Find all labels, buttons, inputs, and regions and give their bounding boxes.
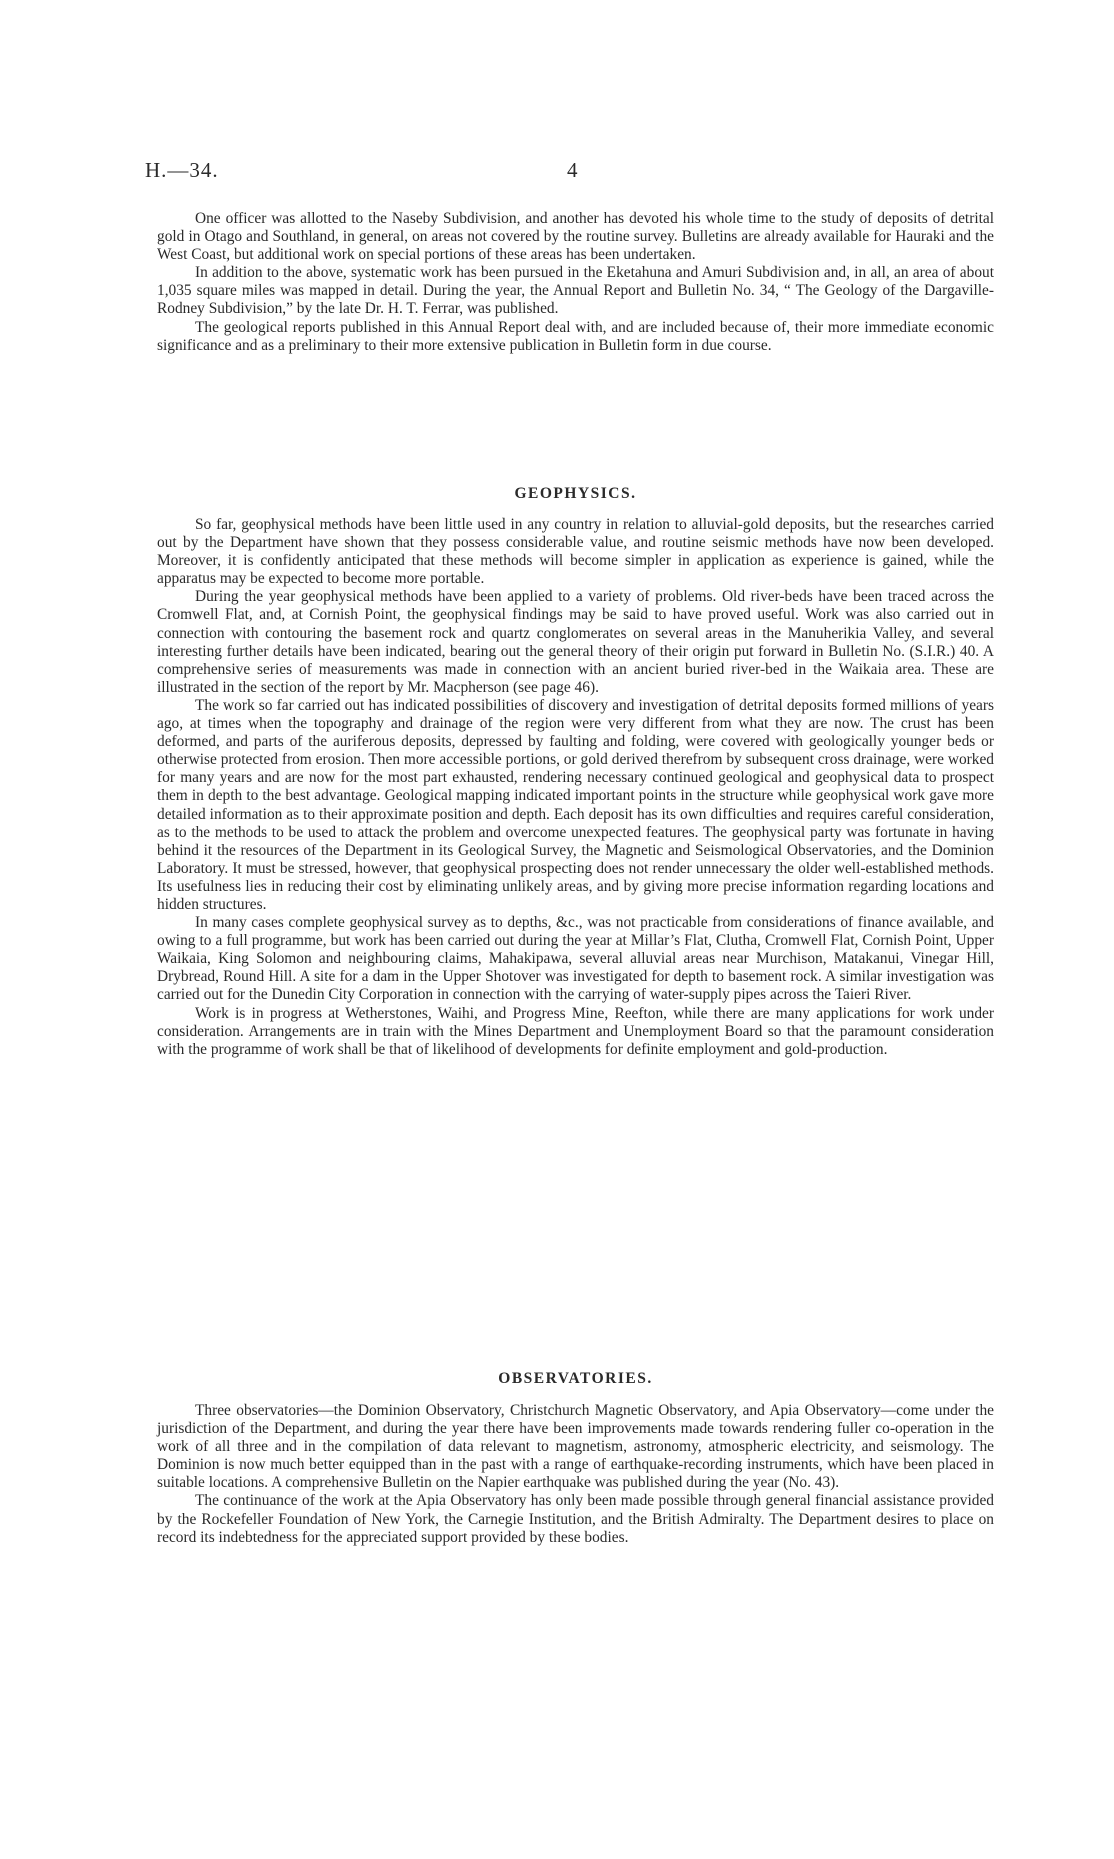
paragraph: During the year geophysical methods have been applied to a variety of problems. Old river-beds have been traced across the Cromwell Flat, and, at Cornish Point, the geophysical findings may be said to have proved useful. Work was also carried out in connection with contouring the basement rock and quartz conglomerates on several areas in the Manuherikia Valley, and several interesting further details have been indicated, bearing out the general theory of their origin put forward in Bulletin No. (S.I.R.) 40. A comprehensive series of measurements was made in connection with an ancient buried river-bed in the Waikaia area. These are illustrated in the section of the report by Mr. Macpherson (see page 46). bbox=[157, 588, 994, 696]
observatories-heading: OBSERVATORIES. bbox=[498, 1370, 653, 1387]
paragraph: In many cases complete geophysical survey as to depths, &c., was not practicable from considerations of finance available, and owing to a full programme, but work has been carried out during the year at Millar’s Flat, Clutha, Cromwell Flat, Cornish Point, Upper Waikaia, King Solomon and neighbouring claims, Mahakipawa, several alluvial areas near Murchison, Matakanui, Vinegar Hill, Drybread, Round Hill. A site for a dam in the Upper Shotover was investigated for depth to basement rock. A similar investigation was carried out for the Dunedin City Corporation in connection with the carrying of water-supply pipes across the Taieri River. bbox=[157, 914, 994, 1004]
paragraph: Three observatories—the Dominion Observatory, Christchurch Magnetic Observatory, and Apia Observatory—come under the jurisdiction of the Department, and during the year there have been improvements made towards rendering fuller co-operation in the work of all three and in the compilation of data relevant to magnetism, astronomy, atmospheric electricity, and seismology. The Dominion is now much better equipped than in the past with a range of earthquake-recording instruments, which have been placed in suitable locations. A comprehensive Bulletin on the Napier earthquake was published during the year (No. 43). bbox=[157, 1402, 994, 1492]
intro-section bbox=[157, 210, 994, 355]
paragraph: In addition to the above, systematic work has been pursued in the Eketahuna and Amuri Subdivision and, in all, an area of about 1,035 square miles was mapped in detail. During the year, the Annual Report and Bulletin No. 34, “ The Geology of the Dargaville-Rodney Subdivision,” by the late Dr. H. T. Ferrar, was published. bbox=[157, 264, 994, 318]
paragraph: One officer was allotted to the Naseby Subdivision, and another has devoted his whole time to the study of deposits of detrital gold in Otago and Southland, in general, on areas not covered by the routine survey. Bulletins are already available for Hauraki and the West Coast, but additional work on special portions of these areas has been undertaken. bbox=[157, 210, 994, 264]
paragraph: The continuance of the work at the Apia Observatory has only been made possible through general financial assistance provided by the Rockefeller Foundation of New York, the Carnegie Institution, and the British Admiralty. The Department desires to place on record its indebtedness for the appreciated support provided by these bodies. bbox=[157, 1492, 994, 1546]
page-number: 4 bbox=[567, 158, 578, 182]
geophysics-heading: GEOPHYSICS. bbox=[514, 485, 637, 502]
page-header bbox=[145, 158, 985, 186]
document-reference: H.—34. bbox=[145, 158, 219, 182]
paragraph: The work so far carried out has indicated possibilities of discovery and investigation of detrital deposits formed millions of years ago, at times when the topography and drainage of the region were very different from what they are now. The crust has been deformed, and parts of the auriferous deposits, depressed by faulting and folding, were covered with geologically younger beds or otherwise protected from erosion. Then more accessible portions, or gold derived therefrom by subsequent cross drainage, were worked for many years and are now for the most part exhausted, rendering necessary continued geological and geophysical data to prospect them in depth to the best advantage. Geological mapping indicated important points in the structure while geophysical work gave more detailed information as to their approximate position and depth. Each deposit has its own difficulties and requires careful consideration, as to the methods to be used to attack the problem and overcome unexpected features. The geophysical party was fortunate in having behind it the resources of the Department in its Geological Survey, the Magnetic and Seismological Observatories, and the Dominion Laboratory. It must be stressed, however, that geophysical prospecting does not render unnecessary the older well-established methods. Its usefulness lies in reducing their cost by eliminating unlikely areas, and by giving more precise information regarding locations and hidden structures. bbox=[157, 696, 994, 913]
paragraph: Work is in progress at Wetherstones, Waihi, and Progress Mine, Reefton, while there are many applications for work under consideration. Arrangements are in train with the Mines Department and Unemployment Board so that the paramount consideration with the programme of work shall be that of likelihood of developments for definite employment and gold-production. bbox=[157, 1004, 994, 1058]
geophysics-section bbox=[157, 516, 994, 1059]
paragraph: So far, geophysical methods have been little used in any country in relation to alluvial-gold deposits, but the researches carried out by the Department have shown that they possess considerable value, and routine seismic methods have now been developed. Moreover, it is confidently anticipated that these methods will become simpler in application as experience is gained, while the apparatus may be expected to become more portable. bbox=[157, 516, 994, 588]
paragraph: The geological reports published in this Annual Report deal with, and are included because of, their more immediate economic significance and as a preliminary to their more extensive publication in Bulletin form in due course. bbox=[157, 318, 994, 354]
observatories-section bbox=[157, 1402, 994, 1547]
